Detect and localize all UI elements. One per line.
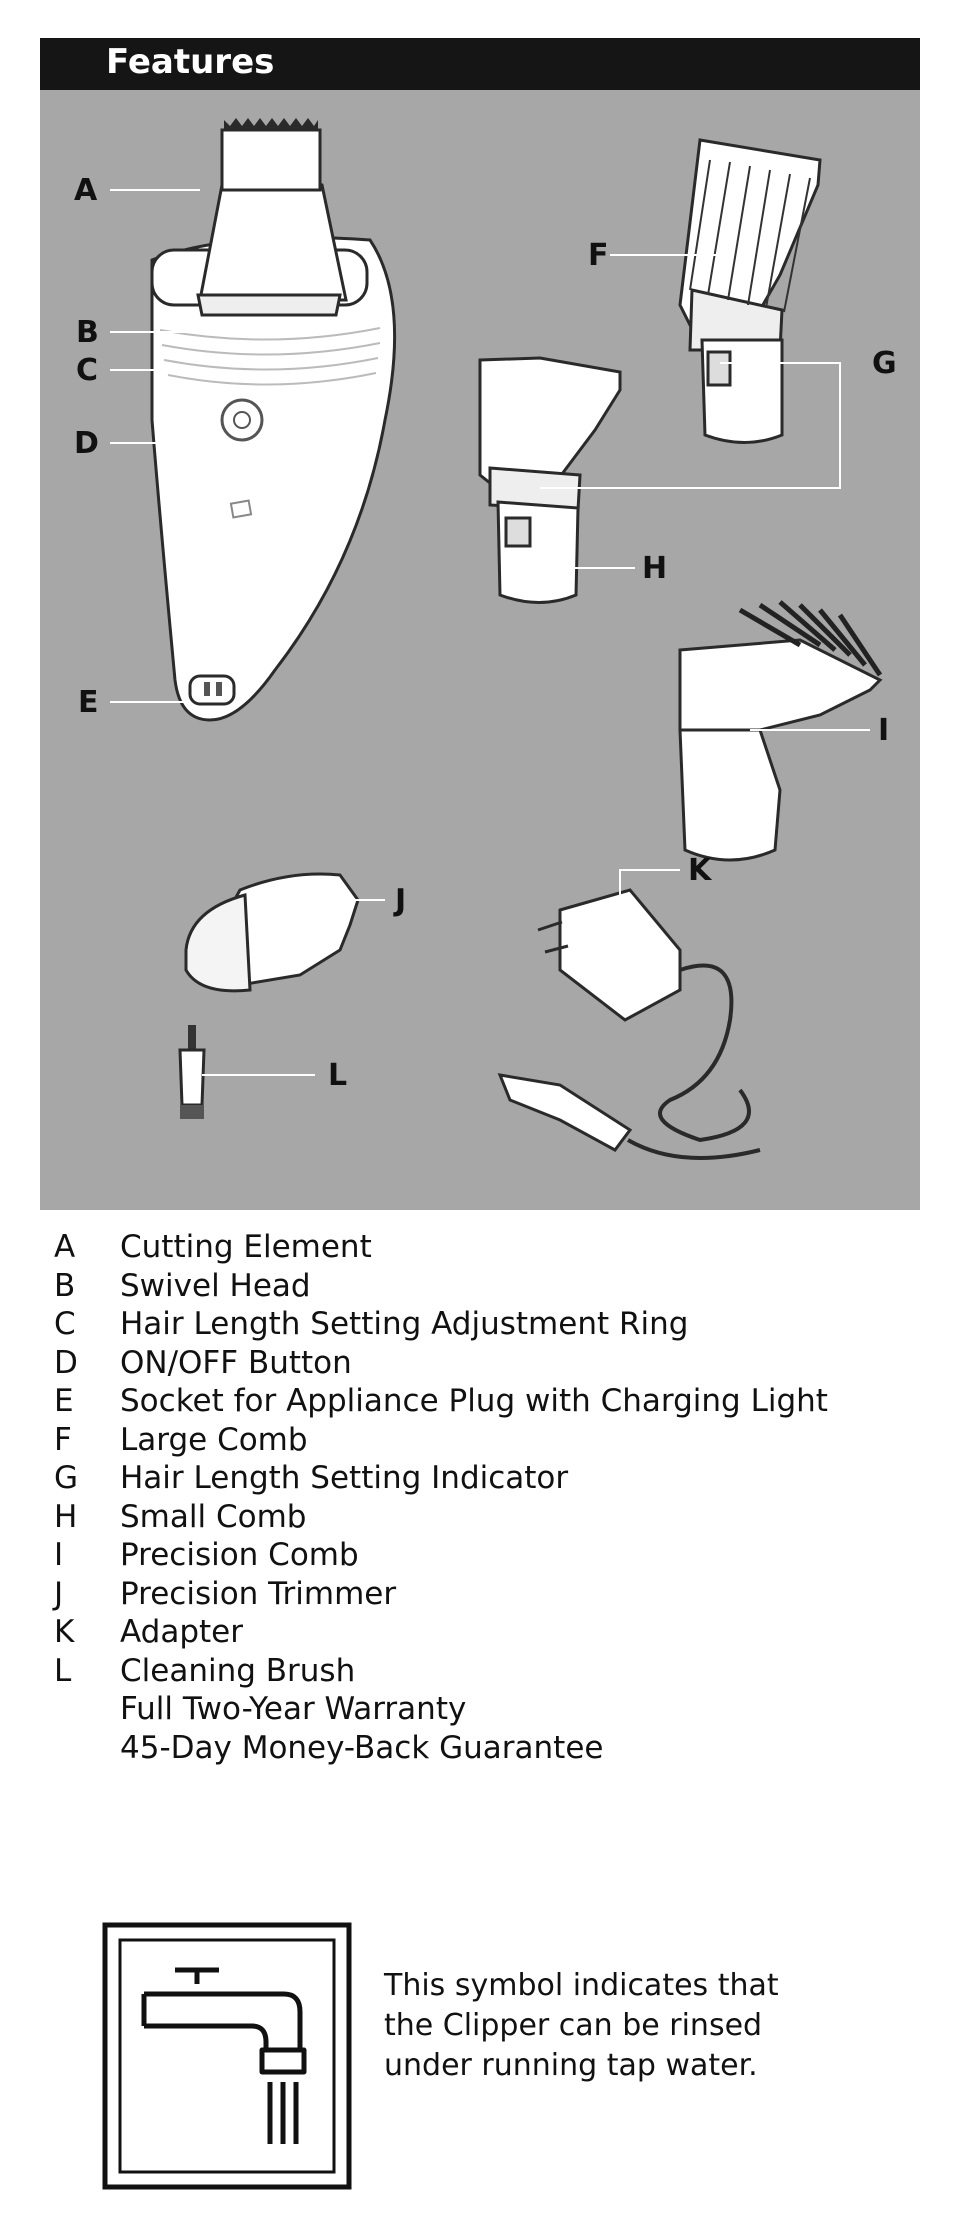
part-item — [54, 1228, 828, 1267]
part-letter: G — [54, 1460, 79, 1496]
part-letter: C — [54, 1306, 76, 1342]
part-item — [54, 1575, 828, 1614]
symbol-text-line: under running tap water. — [384, 2048, 758, 2083]
part-item — [54, 1305, 828, 1344]
part-item — [54, 1498, 828, 1537]
guarantee-line: 45-Day Money-Back Guarantee — [120, 1729, 604, 1766]
part-item — [54, 1344, 828, 1383]
part-label: Small Comb — [120, 1498, 307, 1535]
part-label: Swivel Head — [120, 1267, 311, 1304]
guarantee-line: Full Two-Year Warranty — [120, 1691, 467, 1727]
callout-l: L — [328, 1058, 348, 1093]
part-label: Adapter — [120, 1614, 243, 1650]
part-label: ON/OFF Button — [120, 1344, 352, 1381]
callout-e: E — [78, 685, 99, 720]
features-diagram — [40, 90, 920, 1210]
part-item — [54, 1421, 828, 1460]
part-label: Large Comb — [120, 1421, 308, 1458]
part-letter: I — [54, 1537, 64, 1573]
part-label: Hair Length Setting Indicator — [120, 1460, 569, 1496]
socket-drawing — [190, 676, 234, 704]
part-letter: H — [54, 1498, 78, 1535]
rinse-symbol-box — [102, 1922, 352, 2190]
part-item — [54, 1459, 828, 1498]
callout-d: D — [74, 426, 99, 461]
callout-k: K — [688, 853, 712, 888]
callout-c: C — [76, 353, 99, 388]
callout-h: H — [642, 551, 668, 586]
callout-a: A — [74, 173, 98, 208]
symbol-text-line: the Clipper can be rinsed — [384, 2008, 763, 2043]
part-item — [54, 1652, 828, 1691]
part-letter: L — [54, 1652, 72, 1689]
parts-list — [54, 1228, 828, 1767]
part-label: Precision Trimmer — [120, 1575, 397, 1612]
section-title: Features — [106, 42, 275, 82]
rinse-symbol-text — [384, 1966, 779, 2086]
running-tap-water-icon — [102, 1922, 352, 2190]
part-letter: K — [54, 1614, 75, 1650]
part-letter: A — [54, 1229, 76, 1265]
part-item — [54, 1267, 828, 1306]
part-label: Cutting Element — [120, 1229, 372, 1265]
part-letter: E — [54, 1383, 74, 1419]
callout-i: I — [878, 713, 890, 748]
part-item — [54, 1536, 828, 1575]
callout-b: B — [76, 315, 99, 350]
part-letter: B — [54, 1267, 76, 1304]
callout-j: J — [395, 883, 407, 918]
part-item — [54, 1382, 828, 1421]
callout-g: G — [872, 346, 897, 381]
part-letter: J — [54, 1575, 64, 1612]
part-letter: F — [54, 1421, 72, 1458]
part-letter: D — [54, 1344, 78, 1381]
part-label: Precision Comb — [120, 1537, 359, 1573]
part-label: Hair Length Setting Adjustment Ring — [120, 1306, 689, 1342]
section-header — [40, 38, 920, 90]
clipper-blade — [222, 118, 320, 190]
part-label: Socket for Appliance Plug with Charging Light — [120, 1383, 828, 1419]
part-label: Cleaning Brush — [120, 1652, 356, 1689]
callout-f: F — [588, 238, 609, 273]
symbol-text-line: This symbol indicates that — [384, 1968, 779, 2003]
part-item — [54, 1613, 828, 1652]
